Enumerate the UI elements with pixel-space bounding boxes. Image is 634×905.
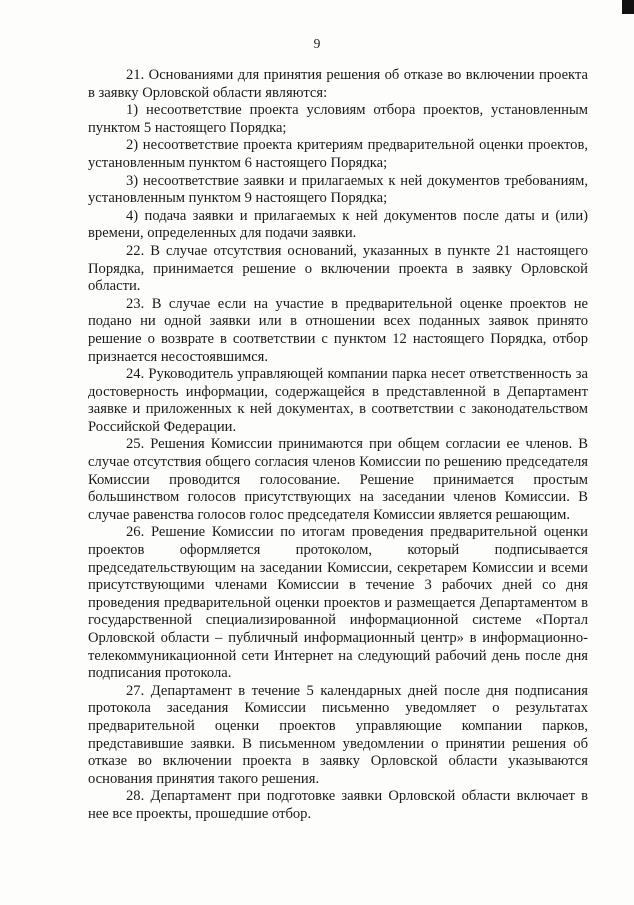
paragraph-25: 25. Решения Комиссии принимаются при общем согласии ее членов. В случае отсутствия общего согласия членов Комиссии по решению председателя Комиссии проводится голосование. Решение принимается простым большинством голосов присутствующих на заседании членов Комиссии. В случае равенства голосов голос председателя Комиссии является решающим. <box>88 436 588 523</box>
paragraph-21-item-3: 3) несоответствие заявки и прилагаемых к ней документов требованиям, установленным пунктом 9 настоящего Порядка; <box>88 172 588 207</box>
paragraph-21-item-1: 1) несоответствие проекта условиям отбора проектов, установленным пунктом 5 настоящего Порядка; <box>88 102 588 136</box>
scan-artifact <box>622 0 634 14</box>
document-body <box>88 67 588 824</box>
paragraph-22: 22. В случае отсутствия оснований, указанных в пункте 21 настоящего Порядка, принимается решение о включении проекта в заявку Орловской области. <box>88 242 588 295</box>
paragraph-21-item-2: 2) несоответствие проекта критериям предварительной оценки проектов, установленным пунктом 6 настоящего Порядка; <box>88 137 588 171</box>
paragraph-21: 21. Основаниями для принятия решения об отказе во включении проекта в заявку Орловской области являются: <box>88 67 588 101</box>
paragraph-24: 24. Руководитель управляющей компании парка несет ответственность за достоверность информации, содержащейся в представленной в Департамент заявке и приложенных к ней документах, в соответствии с законодательством Российской Федерации. <box>88 366 588 435</box>
paragraph-26: 26. Решение Комиссии по итогам проведения предварительной оценки проектов оформляется протоколом, который подписывается председательствующим на заседании Комиссии, секретарем Комиссии и всеми присутствующими членами Комиссии в течение 3 рабочих дней со дня проведения предварительной оценки проектов и размещается Департаментом в государственной специализированной информационной системе «Портал Орловской области – публичный информационный центр» в информационно-телекоммуникационной сети Интернет на следующий рабочий день после дня подписания протокола. <box>88 524 588 682</box>
paragraph-28: 28. Департамент при подготовке заявки Орловской области включает в нее все проекты, прошедшие отбор. <box>88 788 588 822</box>
page-number: 9 <box>313 36 321 51</box>
paragraph-21-item-4: 4) подача заявки и прилагаемых к ней документов после даты и (или) времени, определенных для подачи заявки. <box>88 207 588 242</box>
paragraph-23: 23. В случае если на участие в предварительной оценке проектов не подано ни одной заявки или в отношении всех поданных заявок принято решение о возврате в соответствии с пунктом 12 настоящего Порядка, отбор признается несостоявшимся. <box>88 295 588 365</box>
paragraph-27: 27. Департамент в течение 5 календарных дней после дня подписания протокола заседания Комиссии письменно уведомляет о результатах предварительной оценки проектов управляющие компании парков, представившие заявки. В письменном уведомлении о принятии решения об отказе во включении проекта в заявку Орловской области указываются основания принятия такого решения. <box>88 682 588 787</box>
